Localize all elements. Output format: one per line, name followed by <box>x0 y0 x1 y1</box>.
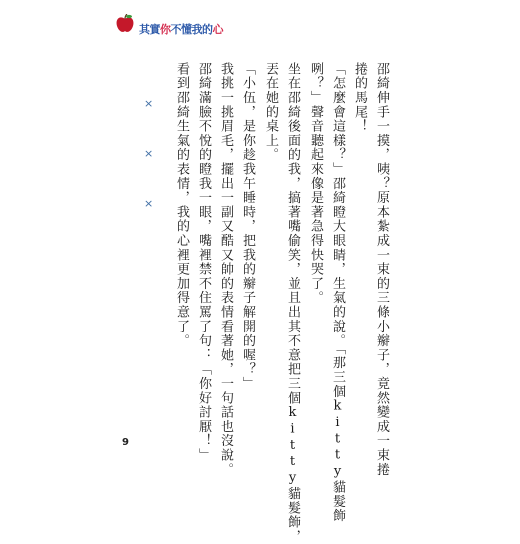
text-column: 丟在她的桌上。 <box>263 62 278 163</box>
text-column: 「小伍，是你趁我午睡時，把我的辮子解開的喔？」 <box>240 62 255 391</box>
text-column: 捲的馬尾！ <box>352 62 367 134</box>
text-column: 「怎麼會這樣？」邵綺瞪大眼睛，生氣的說。「那三個kitty貓髮飾 <box>330 62 345 524</box>
publication-title: 其實你不懂我的心 <box>139 23 223 36</box>
margin-cross-mark: × <box>144 147 154 160</box>
margin-cross-mark: × <box>144 197 154 210</box>
margin-cross-mark: × <box>144 97 154 110</box>
text-column: 我挑一挑眉毛，擺出一副又酷又帥的表情看著她，一句話也沒說。 <box>218 62 233 477</box>
text-column: 坐在邵綺後面的我，搞著嘴偷笑，並且出其不意把三個kitty貓髮飾， <box>285 62 300 544</box>
text-column: 邵綺伸手一摸，咦？原本紮成一束的三條小辮子，竟然變成一束捲 <box>374 62 389 477</box>
apple-icon <box>115 14 135 34</box>
text-column: 咧？」聲音聽起來像是著急得快哭了。 <box>308 62 323 306</box>
publication-logo <box>113 5 233 37</box>
page-number: 9 <box>122 437 129 448</box>
text-column: 看到邵綺生氣的表情，我的心裡更加得意了。 <box>174 62 189 348</box>
text-column: 邵綺滿臉不悅的瞪我一眼，嘴裡禁不住罵了句：「你好討厭！」 <box>196 62 211 463</box>
